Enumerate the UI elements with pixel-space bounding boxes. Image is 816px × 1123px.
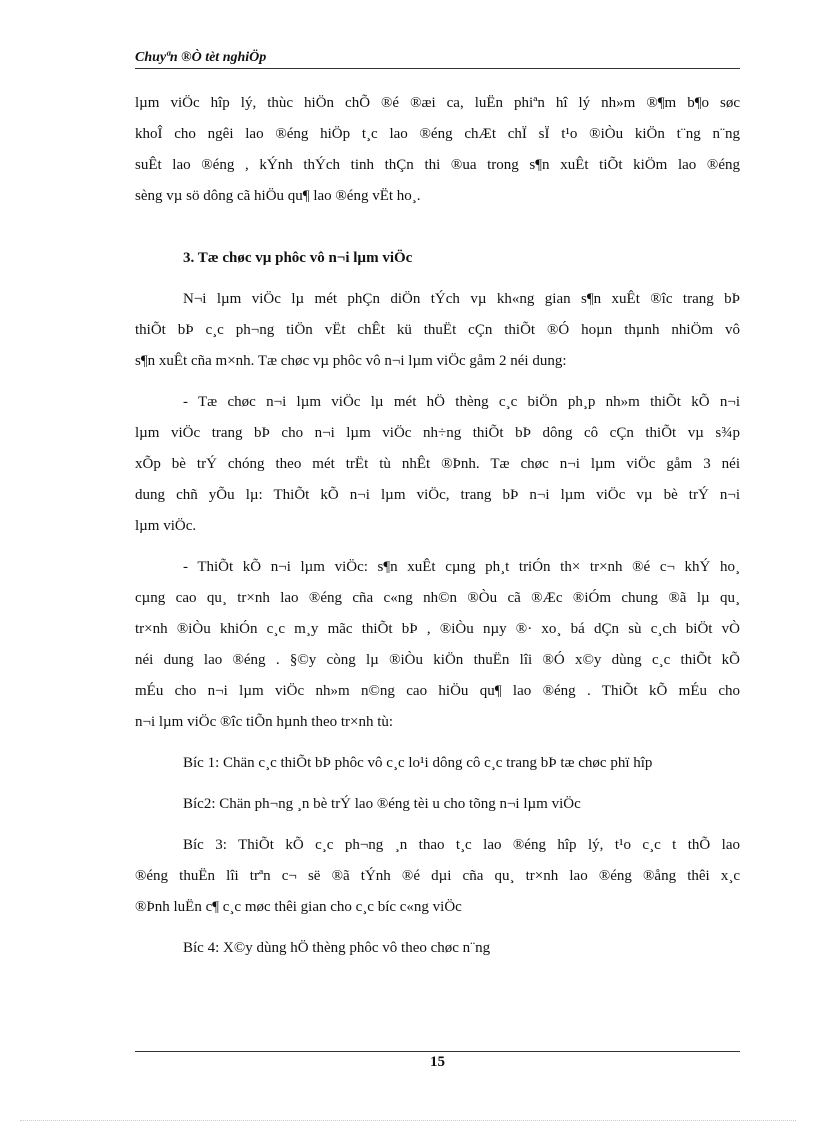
text-line: thiÕt bÞ c¸c ph¬ng tiÖn vËt chÊt kü thuËt cÇn thiÕt ®Ó hoµn thµnh nhiÖm vô [135, 322, 740, 338]
header-divider [135, 68, 740, 69]
page-number: 15 [430, 1054, 445, 1070]
text-line: dung chñ yÕu lµ: ThiÕt kÕ n¬i lµm viÖc, trang bÞ n¬i lµm viÖc vµ bè trÝ n¬i [135, 487, 740, 503]
text-line: N¬i lµm viÖc lµ mét phÇn diÖn tÝch vµ kh«ng gian s¶n xuÊt ®îc trang bÞ [183, 291, 740, 307]
text-line: cµng cao qu¸ tr×nh lao ®éng cña c«ng nh©n ®Òu cã ®Æc ®iÓm chung ®ã lµ qu¸ [135, 590, 740, 606]
step-2 [135, 789, 740, 820]
section-heading: 3. Tæ chøc vµ phôc vô n¬i lµm viÖc [183, 250, 413, 266]
text-line: - Tæ chøc n¬i lµm viÖc lµ mét hÖ thèng c¸c biÖn ph¸p nh»m thiÕt kÕ n¬i [183, 394, 740, 410]
text-line: suÊt lao ®éng , kÝnh thÝch tinh thÇn thi ®ua trong s¶n xuÊt tiÕt kiÖm lao ®éng [135, 157, 740, 173]
step-1 [135, 748, 740, 779]
text-line: khoÎ cho ngêi lao ®éng hiÖp t¸c lao ®éng chÆt chÏ sÏ t¹o ®iÒu kiÖn t¨ng n¨ng [135, 126, 740, 142]
footer-divider [135, 1051, 740, 1052]
paragraph-1 [135, 88, 740, 212]
text-line: s¶n xuÊt cña m×nh. Tæ chøc vµ phôc vô n¬i lµm viÖc gåm 2 néi dung: [135, 353, 567, 369]
text-line: lµm viÖc trang bÞ cho n¬i lµm viÖc nh÷ng thiÕt bÞ dông cô cÇn thiÕt vµ s¾p [135, 425, 740, 441]
page-bottom-border [20, 1120, 796, 1121]
document-body [135, 88, 740, 964]
text-line: xÕp bè trÝ chóng theo mét trËt tù nhÊt ®Þnh. Tæ chøc n¬i lµm viÖc gåm 3 néi [135, 456, 740, 472]
paragraph-2 [135, 284, 740, 377]
step-4 [135, 933, 740, 964]
text-line: mÉu cho n¬i lµm viÖc nh»m n©ng cao hiÖu qu¶ lao ®éng . ThiÕt kÕ mÉu cho [135, 683, 740, 699]
text-line: Bíc 3: ThiÕt kÕ c¸c ph¬ng ¸n thao t¸c lao ®éng hîp lý, t¹o c¸c t thÕ lao [183, 837, 740, 853]
text-line: lµm viÖc hîp lý, thùc hiÖn chÕ ®é ®æi ca, luËn phiªn hî lý nh»m ®¶m b¶o søc [135, 95, 740, 111]
text-line: - ThiÕt kÕ n¬i lµm viÖc: s¶n xuÊt cµng ph¸t triÓn th× tr×nh ®é c¬ khÝ ho¸ [183, 559, 740, 575]
text-line: n¬i lµm viÖc ®îc tiÕn hµnh theo tr×nh tù: [135, 714, 394, 730]
text-line: Bíc2: Chän ph¬ng ¸n bè trÝ lao ®éng tèi u cho tõng n¬i lµm viÖc [183, 796, 581, 812]
paragraph-3 [135, 387, 740, 542]
text-line: lµm viÖc. [135, 518, 197, 534]
step-3 [135, 830, 740, 923]
text-line: ®éng thuËn lîi trªn c¬ së ®ã tÝnh ®é dµi cña qu¸ tr×nh lao ®éng ®ång thêi x¸c [135, 868, 740, 884]
page-header-title: Chuyªn ®Ò tèt nghiÖp [135, 50, 267, 65]
text-line: Bíc 4: X©y dùng hÖ thèng phôc vô theo chøc n¨ng [183, 940, 491, 956]
text-line: ®Þnh luËn c¶ c¸c møc thêi gian cho c¸c bíc c«ng viÖc [135, 899, 462, 915]
text-line: néi dung lao ®éng . §©y còng lµ ®iÒu kiÖn thuËn lîi ®Ó x©y dùng c¸c thiÕt kÕ [135, 652, 740, 668]
text-line: sèng vµ sö dông cã hiÖu qu¶ lao ®éng vËt ho¸. [135, 188, 421, 204]
text-line: tr×nh ®iÒu khiÓn c¸c m¸y mãc thiÕt bÞ , ®iÒu nµy ®· xo¸ bá dÇn sù c¸ch biÖt vÒ [135, 621, 740, 637]
paragraph-4 [135, 552, 740, 738]
text-line: Bíc 1: Chän c¸c thiÕt bÞ phôc vô c¸c lo¹i dông cô c¸c trang bÞ tæ chøc phï hîp [183, 755, 653, 771]
